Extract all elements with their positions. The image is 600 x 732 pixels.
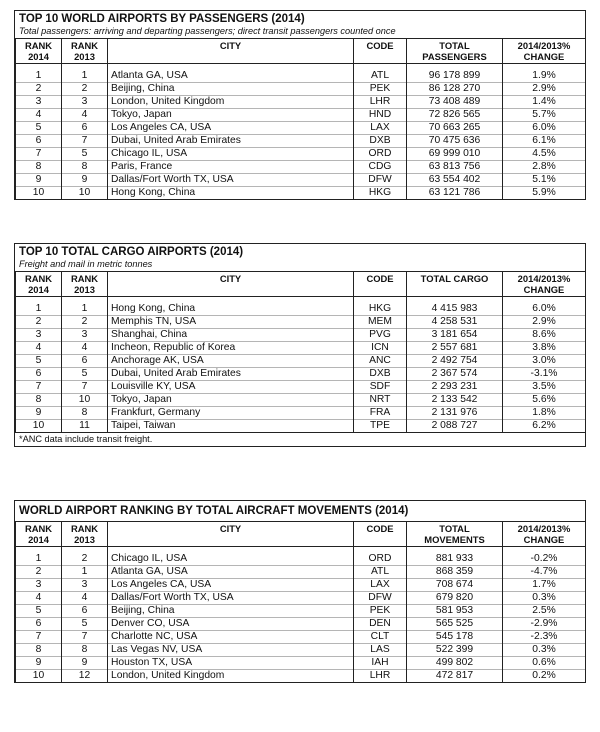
cell-total: 63 121 786 — [407, 187, 503, 200]
cell-change: 2.9% — [503, 83, 586, 96]
cell-rank-2014: 5 — [16, 355, 62, 368]
cell-total: 522 399 — [407, 644, 503, 657]
cell-code: HKG — [354, 187, 407, 200]
cell-rank-2013: 8 — [62, 407, 108, 420]
cell-code: LAS — [354, 644, 407, 657]
cell-total: 2 367 574 — [407, 368, 503, 381]
cell-code: NRT — [354, 394, 407, 407]
cell-rank-2014: 7 — [16, 631, 62, 644]
column-header-code: CODE — [354, 39, 407, 64]
cell-rank-2014: 4 — [16, 342, 62, 355]
cell-total: 86 128 270 — [407, 83, 503, 96]
cell-city: Dubai, United Arab Emirates — [108, 368, 354, 381]
cell-total: 2 293 231 — [407, 381, 503, 394]
column-header-total: TOTAL PASSENGERS — [407, 39, 503, 64]
column-header-city: CITY — [108, 272, 354, 297]
cell-code: LAX — [354, 122, 407, 135]
cell-total: 545 178 — [407, 631, 503, 644]
column-header-rank-2014: RANK 2014 — [16, 522, 62, 547]
cell-code: DEN — [354, 618, 407, 631]
column-header-rank-2013: RANK 2013 — [62, 39, 108, 64]
cell-change: -2.9% — [503, 618, 586, 631]
cell-change: 3.0% — [503, 355, 586, 368]
cell-code: ORD — [354, 148, 407, 161]
cell-city: Los Angeles CA, USA — [108, 122, 354, 135]
cell-rank-2013: 1 — [62, 303, 108, 316]
cell-rank-2013: 3 — [62, 96, 108, 109]
cell-total: 4 415 983 — [407, 303, 503, 316]
cargo-footnote: *ANC data include transit freight. — [15, 432, 585, 446]
cell-rank-2014: 8 — [16, 394, 62, 407]
table-row — [16, 368, 586, 381]
cell-total: 96 178 899 — [407, 70, 503, 83]
cell-city: Beijing, China — [108, 605, 354, 618]
cell-rank-2013: 9 — [62, 174, 108, 187]
cell-change: 1.4% — [503, 96, 586, 109]
cell-city: Beijing, China — [108, 83, 354, 96]
cell-change: 0.3% — [503, 644, 586, 657]
cell-code: DFW — [354, 174, 407, 187]
table-row — [16, 592, 586, 605]
cell-change: -2.3% — [503, 631, 586, 644]
cell-code: LHR — [354, 670, 407, 683]
cell-code: CLT — [354, 631, 407, 644]
cell-change: 2.9% — [503, 316, 586, 329]
cell-city: Chicago IL, USA — [108, 148, 354, 161]
cell-rank-2013: 12 — [62, 670, 108, 683]
cargo-table — [15, 271, 586, 432]
cell-total: 3 181 654 — [407, 329, 503, 342]
cell-code: ATL — [354, 566, 407, 579]
cell-rank-2013: 10 — [62, 187, 108, 200]
cell-change: 2.8% — [503, 161, 586, 174]
cell-rank-2014: 2 — [16, 316, 62, 329]
column-header-city: CITY — [108, 39, 354, 64]
column-header-total: TOTAL MOVEMENTS — [407, 522, 503, 547]
cell-total: 565 525 — [407, 618, 503, 631]
cell-rank-2013: 4 — [62, 109, 108, 122]
cell-code: ORD — [354, 553, 407, 566]
table-row — [16, 420, 586, 433]
cell-code: PEK — [354, 605, 407, 618]
cell-rank-2013: 6 — [62, 122, 108, 135]
cell-change: 1.9% — [503, 70, 586, 83]
cell-code: IAH — [354, 657, 407, 670]
cell-rank-2013: 7 — [62, 381, 108, 394]
table-row — [16, 553, 586, 566]
cell-total: 499 802 — [407, 657, 503, 670]
cell-rank-2013: 3 — [62, 329, 108, 342]
cell-total: 2 557 681 — [407, 342, 503, 355]
cell-code: HND — [354, 109, 407, 122]
cell-city: Los Angeles CA, USA — [108, 579, 354, 592]
cell-city: Louisville KY, USA — [108, 381, 354, 394]
passengers-title: TOP 10 WORLD AIRPORTS BY PASSENGERS (2014) — [19, 13, 305, 25]
column-header-change: 2014/2013% CHANGE — [503, 522, 586, 547]
table-row — [16, 70, 586, 83]
cell-total: 69 999 010 — [407, 148, 503, 161]
cell-city: Tokyo, Japan — [108, 109, 354, 122]
cell-city: London, United Kingdom — [108, 96, 354, 109]
table-row — [16, 381, 586, 394]
cell-rank-2013: 5 — [62, 148, 108, 161]
table-row — [16, 342, 586, 355]
cell-rank-2014: 6 — [16, 618, 62, 631]
cell-rank-2013: 4 — [62, 342, 108, 355]
table-row — [16, 631, 586, 644]
table-row — [16, 109, 586, 122]
cell-rank-2014: 10 — [16, 670, 62, 683]
column-header-change: 2014/2013% CHANGE — [503, 39, 586, 64]
cell-total: 881 933 — [407, 553, 503, 566]
cell-change: 6.2% — [503, 420, 586, 433]
cell-change: 0.3% — [503, 592, 586, 605]
cell-city: Denver CO, USA — [108, 618, 354, 631]
cell-rank-2014: 5 — [16, 605, 62, 618]
cell-change: 1.8% — [503, 407, 586, 420]
cell-change: 6.0% — [503, 303, 586, 316]
table-row — [16, 407, 586, 420]
cell-total: 868 359 — [407, 566, 503, 579]
table-row — [16, 566, 586, 579]
movements-table-block — [14, 500, 586, 683]
column-header-rank-2013: RANK 2013 — [62, 272, 108, 297]
cell-code: LAX — [354, 579, 407, 592]
movements-table — [15, 521, 586, 682]
table-row — [16, 657, 586, 670]
cell-rank-2013: 10 — [62, 394, 108, 407]
table-row — [16, 83, 586, 96]
cargo-subtitle: Freight and mail in metric tonnes — [19, 259, 153, 269]
cell-city: Atlanta GA, USA — [108, 566, 354, 579]
column-header-rank-2013: RANK 2013 — [62, 522, 108, 547]
cell-rank-2013: 7 — [62, 631, 108, 644]
cell-change: 5.9% — [503, 187, 586, 200]
cell-rank-2014: 7 — [16, 148, 62, 161]
passengers-header-row — [16, 39, 586, 64]
cell-code: ANC — [354, 355, 407, 368]
cell-rank-2013: 1 — [62, 70, 108, 83]
column-header-code: CODE — [354, 272, 407, 297]
cell-city: Dubai, United Arab Emirates — [108, 135, 354, 148]
table-row — [16, 394, 586, 407]
cell-city: Tokyo, Japan — [108, 394, 354, 407]
cell-change: 6.1% — [503, 135, 586, 148]
cell-city: Dallas/Fort Worth TX, USA — [108, 174, 354, 187]
cell-code: ICN — [354, 342, 407, 355]
cell-code: PVG — [354, 329, 407, 342]
cell-city: Chicago IL, USA — [108, 553, 354, 566]
table-row — [16, 618, 586, 631]
cell-code: CDG — [354, 161, 407, 174]
cell-rank-2013: 6 — [62, 605, 108, 618]
cell-rank-2014: 9 — [16, 657, 62, 670]
cell-change: 8.6% — [503, 329, 586, 342]
cell-change: 3.8% — [503, 342, 586, 355]
cell-change: -0.2% — [503, 553, 586, 566]
movements-title: WORLD AIRPORT RANKING BY TOTAL AIRCRAFT MOVEMENTS (2014) — [19, 505, 409, 517]
passengers-table — [15, 38, 586, 199]
cell-rank-2014: 6 — [16, 368, 62, 381]
cell-total: 581 953 — [407, 605, 503, 618]
cell-change: 4.5% — [503, 148, 586, 161]
cell-rank-2014: 2 — [16, 83, 62, 96]
column-header-code: CODE — [354, 522, 407, 547]
cell-city: Anchorage AK, USA — [108, 355, 354, 368]
cell-city: Atlanta GA, USA — [108, 70, 354, 83]
table-row — [16, 122, 586, 135]
cell-change: 3.5% — [503, 381, 586, 394]
cell-rank-2013: 5 — [62, 368, 108, 381]
cell-rank-2014: 1 — [16, 553, 62, 566]
cell-rank-2014: 9 — [16, 407, 62, 420]
cell-total: 72 826 565 — [407, 109, 503, 122]
cell-change: 0.2% — [503, 670, 586, 683]
cell-city: Shanghai, China — [108, 329, 354, 342]
cell-city: Las Vegas NV, USA — [108, 644, 354, 657]
cell-code: DFW — [354, 592, 407, 605]
column-header-rank-2014: RANK 2014 — [16, 272, 62, 297]
cell-city: Charlotte NC, USA — [108, 631, 354, 644]
cell-rank-2014: 1 — [16, 303, 62, 316]
cell-rank-2014: 8 — [16, 644, 62, 657]
cargo-header-row — [16, 272, 586, 297]
table-row — [16, 605, 586, 618]
cell-code: HKG — [354, 303, 407, 316]
cell-code: MEM — [354, 316, 407, 329]
column-header-city: CITY — [108, 522, 354, 547]
cell-rank-2013: 5 — [62, 618, 108, 631]
cell-code: DXB — [354, 368, 407, 381]
cell-total: 679 820 — [407, 592, 503, 605]
cargo-table-block — [14, 243, 586, 447]
table-row — [16, 670, 586, 683]
cell-code: PEK — [354, 83, 407, 96]
cell-rank-2014: 3 — [16, 96, 62, 109]
cell-rank-2013: 2 — [62, 316, 108, 329]
column-header-total: TOTAL CARGO — [407, 272, 503, 297]
cell-change: -3.1% — [503, 368, 586, 381]
cell-change: 2.5% — [503, 605, 586, 618]
cell-rank-2014: 8 — [16, 161, 62, 174]
cell-rank-2014: 1 — [16, 70, 62, 83]
table-row — [16, 579, 586, 592]
cell-rank-2014: 7 — [16, 381, 62, 394]
cell-rank-2013: 2 — [62, 83, 108, 96]
cell-rank-2014: 2 — [16, 566, 62, 579]
cell-total: 2 131 976 — [407, 407, 503, 420]
cell-rank-2013: 9 — [62, 657, 108, 670]
cell-change: 5.6% — [503, 394, 586, 407]
table-row — [16, 316, 586, 329]
cell-rank-2013: 3 — [62, 579, 108, 592]
table-row — [16, 187, 586, 200]
cell-total: 70 475 636 — [407, 135, 503, 148]
cell-code: ATL — [354, 70, 407, 83]
column-header-change: 2014/2013% CHANGE — [503, 272, 586, 297]
cell-total: 73 408 489 — [407, 96, 503, 109]
cargo-title: TOP 10 TOTAL CARGO AIRPORTS (2014) — [19, 246, 244, 258]
cell-total: 63 554 402 — [407, 174, 503, 187]
cell-rank-2014: 4 — [16, 109, 62, 122]
table-row — [16, 135, 586, 148]
table-row — [16, 174, 586, 187]
cell-total: 2 492 754 — [407, 355, 503, 368]
cell-rank-2014: 5 — [16, 122, 62, 135]
cell-rank-2013: 4 — [62, 592, 108, 605]
table-row — [16, 644, 586, 657]
cell-rank-2014: 10 — [16, 420, 62, 433]
cell-total: 472 817 — [407, 670, 503, 683]
cell-city: Incheon, Republic of Korea — [108, 342, 354, 355]
cell-city: Paris, France — [108, 161, 354, 174]
cell-total: 708 674 — [407, 579, 503, 592]
table-row — [16, 329, 586, 342]
cell-rank-2013: 6 — [62, 355, 108, 368]
cell-code: TPE — [354, 420, 407, 433]
cell-rank-2013: 11 — [62, 420, 108, 433]
cell-rank-2014: 3 — [16, 329, 62, 342]
cell-city: Hong Kong, China — [108, 187, 354, 200]
cell-rank-2014: 10 — [16, 187, 62, 200]
table-row — [16, 96, 586, 109]
cell-rank-2014: 6 — [16, 135, 62, 148]
cell-total: 63 813 756 — [407, 161, 503, 174]
cell-change: 1.7% — [503, 579, 586, 592]
cell-code: SDF — [354, 381, 407, 394]
cell-total: 2 088 727 — [407, 420, 503, 433]
cell-rank-2014: 4 — [16, 592, 62, 605]
cell-city: Hong Kong, China — [108, 303, 354, 316]
cell-change: 0.6% — [503, 657, 586, 670]
cell-rank-2013: 2 — [62, 553, 108, 566]
cell-city: Taipei, Taiwan — [108, 420, 354, 433]
cell-rank-2013: 8 — [62, 161, 108, 174]
cell-rank-2013: 7 — [62, 135, 108, 148]
cell-rank-2013: 1 — [62, 566, 108, 579]
cell-city: London, United Kingdom — [108, 670, 354, 683]
movements-header-row — [16, 522, 586, 547]
column-header-rank-2014: RANK 2014 — [16, 39, 62, 64]
cell-code: DXB — [354, 135, 407, 148]
cell-rank-2013: 8 — [62, 644, 108, 657]
table-row — [16, 161, 586, 174]
cell-rank-2014: 9 — [16, 174, 62, 187]
cell-code: LHR — [354, 96, 407, 109]
cell-change: -4.7% — [503, 566, 586, 579]
passengers-table-block — [14, 10, 586, 200]
cell-change: 6.0% — [503, 122, 586, 135]
cell-city: Frankfurt, Germany — [108, 407, 354, 420]
cell-rank-2014: 3 — [16, 579, 62, 592]
cell-total: 70 663 265 — [407, 122, 503, 135]
table-row — [16, 355, 586, 368]
cell-code: FRA — [354, 407, 407, 420]
passengers-subtitle: Total passengers: arriving and departing passengers; direct transit passengers counted once — [19, 26, 396, 36]
cell-change: 5.7% — [503, 109, 586, 122]
cell-city: Dallas/Fort Worth TX, USA — [108, 592, 354, 605]
table-row — [16, 148, 586, 161]
cell-city: Houston TX, USA — [108, 657, 354, 670]
cell-total: 2 133 542 — [407, 394, 503, 407]
table-row — [16, 303, 586, 316]
cell-city: Memphis TN, USA — [108, 316, 354, 329]
cell-change: 5.1% — [503, 174, 586, 187]
cell-total: 4 258 531 — [407, 316, 503, 329]
